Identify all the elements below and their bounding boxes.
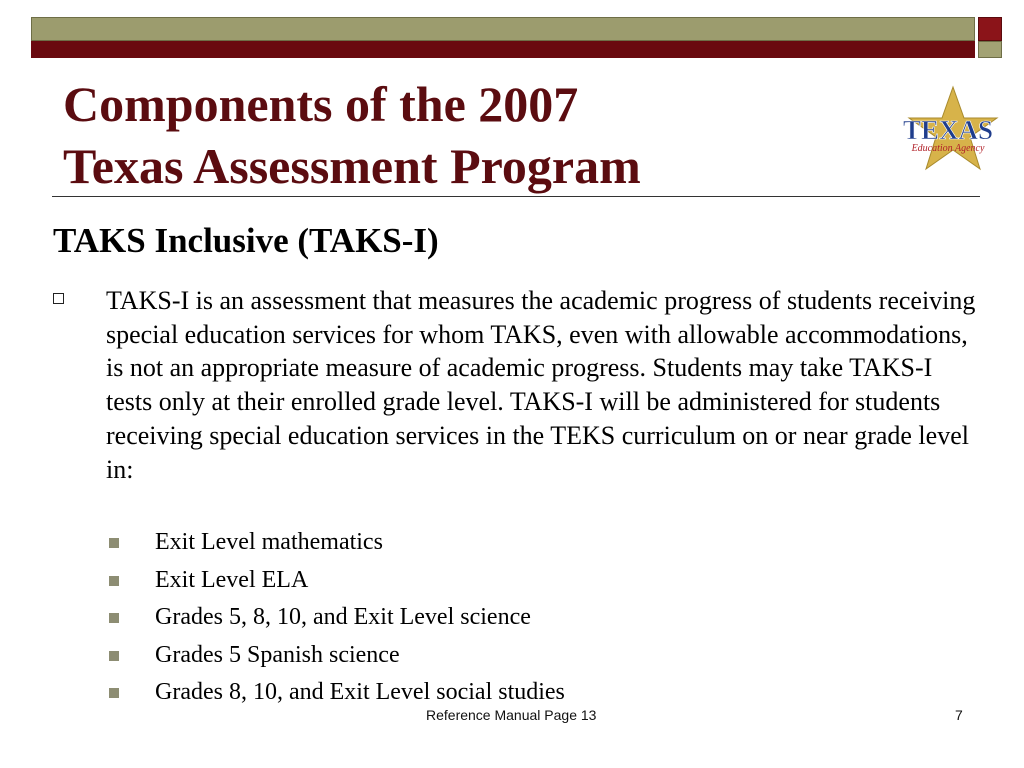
logo-subtext: Education Agency: [911, 143, 985, 154]
header-square-olive: [978, 41, 1002, 58]
list-item: [106, 639, 565, 677]
square-bullet-icon: [109, 576, 119, 586]
list-item-text: Exit Level mathematics: [155, 529, 383, 555]
square-bullet-icon: [109, 613, 119, 623]
sub-bullet-list: [106, 526, 565, 714]
footer-reference: Reference Manual Page 13: [426, 707, 597, 723]
list-item: [106, 526, 565, 564]
list-item: [106, 564, 565, 602]
header-square-red: [978, 17, 1002, 41]
title-line-2: Texas Assessment Program: [63, 138, 641, 194]
title-divider: [52, 196, 980, 197]
square-bullet-icon: [109, 651, 119, 661]
slide-number: 7: [955, 707, 963, 723]
list-item-text: Exit Level ELA: [155, 566, 309, 593]
logo-word: TEXAS: [902, 115, 994, 145]
square-bullet-icon: [109, 688, 119, 698]
main-paragraph: TAKS-I is an assessment that measures the academic progress of students receiving special education services for whom TAKS, even with allowable accommodations, is not an appropriate measure of academic progress. Students may take TAKS-I tests only at their enrolled grade level. TAKS-I will be administered for students receiving special education services in the TEKS curriculum on or near grade level in:: [106, 286, 976, 484]
list-item-text: Grades 5, 8, 10, and Exit Level science: [155, 604, 531, 630]
list-item: [106, 601, 565, 639]
list-item-text: Grades 8, 10, and Exit Level social studies: [155, 679, 565, 705]
header-bar-maroon: [31, 41, 975, 58]
header-bar-olive: [31, 17, 975, 41]
slide-title: [63, 73, 863, 197]
list-item-text: Grades 5 Spanish science: [155, 641, 400, 668]
square-bullet-icon: [109, 538, 119, 548]
title-line-1: Components of the 2007: [63, 76, 579, 132]
hollow-square-bullet-icon: [53, 293, 64, 304]
texas-education-agency-logo: [893, 85, 1003, 173]
section-heading: TAKS Inclusive (TAKS-I): [53, 221, 439, 260]
